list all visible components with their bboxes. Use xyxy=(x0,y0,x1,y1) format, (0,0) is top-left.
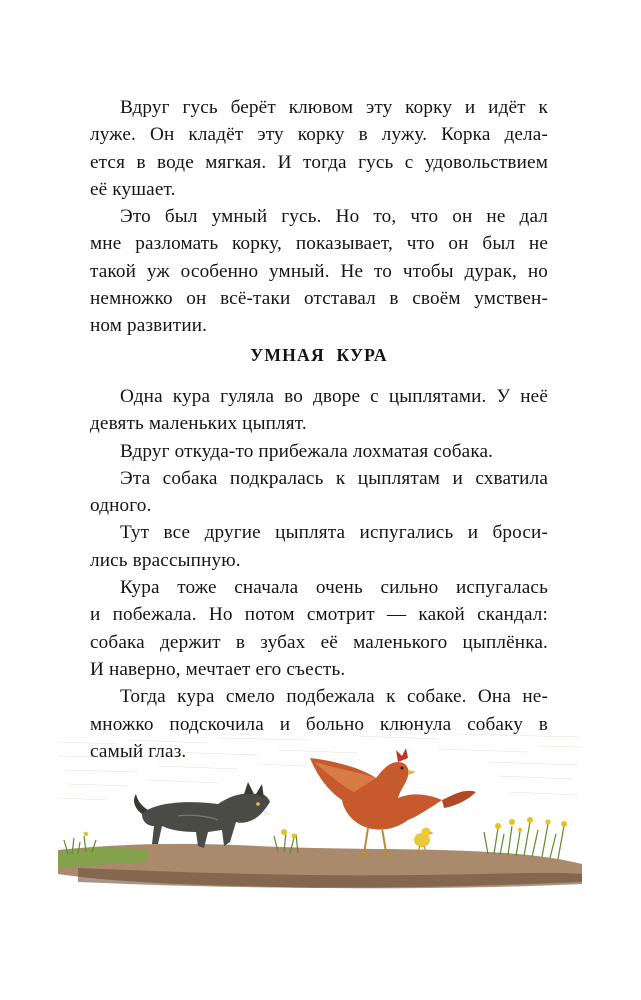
text-line: Тут все другие цыплята испугались и броси- xyxy=(120,522,548,544)
text-line: самый глаз. xyxy=(90,740,187,762)
text-line: её кушает. xyxy=(90,178,176,200)
text-line: девять маленьких цыплят. xyxy=(90,413,307,435)
hen-figure xyxy=(310,748,476,858)
text-line: немножко он всё-таки отставал в своём умствен- xyxy=(90,288,548,310)
text-line: ном развитии. xyxy=(90,315,208,337)
chapter-heading: УМНАЯ КУРА xyxy=(250,345,388,365)
text-line: Эта собака подкралась к цыплятам и схватила xyxy=(120,467,548,489)
text-line: ется в воде мягкая. И тогда гусь с удовольствием xyxy=(90,151,548,173)
text-line: Тогда кура смело подбежала к собаке. Она не- xyxy=(120,686,548,708)
text-line: собака держит в зубах её маленького цыплёнка. xyxy=(90,631,548,653)
text-line: Это был умный гусь. Но то, что он не дал xyxy=(120,206,548,228)
text-line: мне разломать корку, показывает, что он был не xyxy=(90,233,548,255)
dog-and-hen-illustration xyxy=(58,722,582,892)
text-block-hen xyxy=(90,383,548,765)
text-line: Одна кура гуляла во дворе с цыплятами. У неё xyxy=(120,386,548,407)
text-line: Вдруг гусь берёт клювом эту корку и идёт к xyxy=(120,97,548,118)
text-line: одного. xyxy=(90,495,152,517)
text-line: И наверно, мечтает его съесть. xyxy=(90,658,346,680)
text-line: Кура тоже сначала очень сильно испугалась xyxy=(120,577,548,599)
text-line: и побежала. Но потом смотрит — какой скандал: xyxy=(90,604,548,626)
text-block-goose xyxy=(90,94,548,340)
chick-figure xyxy=(414,828,434,853)
text-line: луже. Он кладёт эту корку в лужу. Корка дела- xyxy=(90,124,548,146)
text-line: такой уж особенно умный. Не то чтобы дурак, но xyxy=(90,260,548,282)
text-line: Вдруг откуда-то прибежала лохматая собака. xyxy=(120,440,494,462)
text-line: множко подскочила и больно клюнула собаку в xyxy=(90,713,548,735)
dog-figure xyxy=(134,782,272,848)
text-line: лись врассыпную. xyxy=(90,549,241,571)
